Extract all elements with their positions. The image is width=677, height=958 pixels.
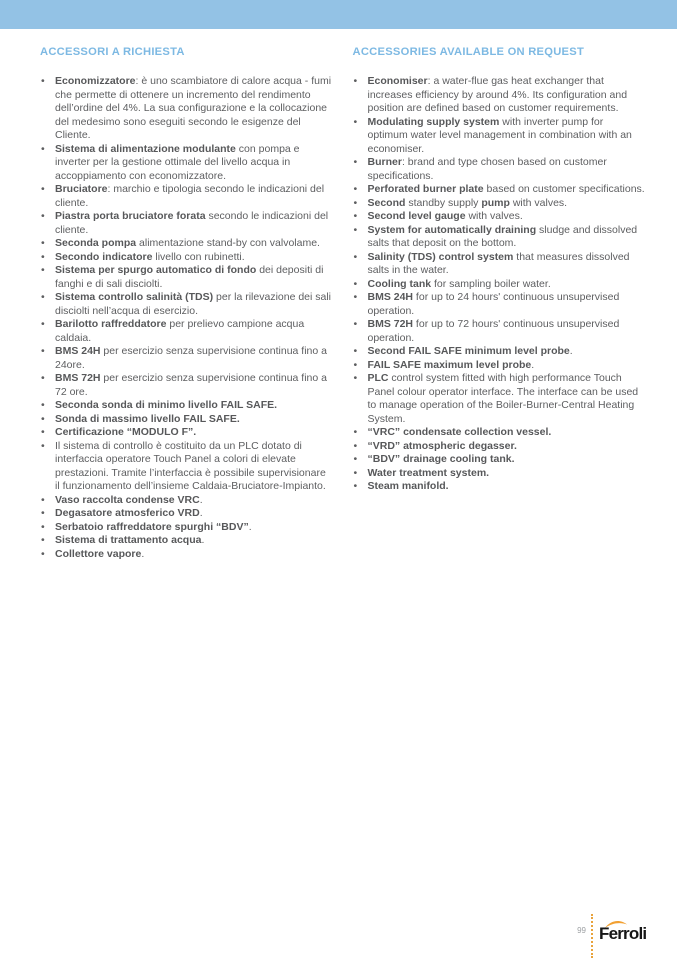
list-item: • Il sistema di controllo è costituito da un PLC dotato di interfaccia operatore Touch Panel a colori di elevate prestazioni. Tramite l’interfaccia è possibile supervisionare il funzionamento dell’insieme Caldaia-Bruciatore-Impianto. xyxy=(40,440,333,494)
column-heading-english: ACCESSORIES AVAILABLE ON REQUEST xyxy=(352,46,585,58)
list-item: • Economiser: a water-flue gas heat exchanger that increases efficiency by around 4%. Its configuration and position are defined based on customer requirements. xyxy=(353,75,646,116)
list-item: • Economizzatore: è uno scambiatore di calore acqua - fumi che permette di ottenere un incremento del rendimento dell’ordine del 4%. La sua configurazione e la collocazione del medesimo sono eseguiti secondo le esigenze del Cliente. xyxy=(40,75,333,143)
accessories-list-english xyxy=(353,75,646,494)
page-number: 99 xyxy=(577,926,586,935)
list-item: • Seconda sonda di minimo livello FAIL SAFE. xyxy=(40,399,333,413)
list-item: • Perforated burner plate based on customer specifications. xyxy=(353,183,646,197)
list-item: • BMS 24H per esercizio senza supervisione continua fino a 24ore. xyxy=(40,345,333,372)
list-item: • BMS 24H for up to 24 hours' continuous unsupervised operation. xyxy=(353,291,646,318)
list-item: • Seconda pompa alimentazione stand-by con valvolame. xyxy=(40,237,333,251)
accessories-list-italian xyxy=(40,75,333,561)
list-item: • Degasatore atmosferico VRD. xyxy=(40,507,333,521)
list-item: • System for automatically draining sludge and dissolved salts that deposit on the bottom. xyxy=(353,224,646,251)
list-item: • Bruciatore: marchio e tipologia secondo le indicazioni del cliente. xyxy=(40,183,333,210)
list-item: • Second FAIL SAFE minimum level probe. xyxy=(353,345,646,359)
list-item: • Sonda di massimo livello FAIL SAFE. xyxy=(40,413,333,427)
list-item: • Certificazione “MODULO F”. xyxy=(40,426,333,440)
list-item: • Steam manifold. xyxy=(353,480,646,494)
list-item: • Cooling tank for sampling boiler water. xyxy=(353,278,646,292)
list-item: • Sistema per spurgo automatico di fondo dei depositi di fanghi e di sali disciolti. xyxy=(40,264,333,291)
list-item: • Secondo indicatore livello con rubinetti. xyxy=(40,251,333,265)
list-item: • Second level gauge with valves. xyxy=(353,210,646,224)
list-item: • Modulating supply system with inverter pump for optimum water level management in combination with an economiser. xyxy=(353,116,646,157)
list-item: • Sistema di trattamento acqua. xyxy=(40,534,333,548)
list-item: • Sistema controllo salinità (TDS) per la rilevazione dei sali disciolti nell’acqua di esercizio. xyxy=(40,291,333,318)
list-item: • Salinity (TDS) control system that measures dissolved salts in the water. xyxy=(353,251,646,278)
list-item: • Burner: brand and type chosen based on customer specifications. xyxy=(353,156,646,183)
list-item: • “VRC” condensate collection vessel. xyxy=(353,426,646,440)
content-area xyxy=(40,46,645,561)
list-item: • Collettore vapore. xyxy=(40,548,333,562)
list-item: • Second standby supply pump with valves. xyxy=(353,197,646,211)
list-item: • Barilotto raffreddatore per prelievo campione acqua caldaia. xyxy=(40,318,333,345)
list-item: • Sistema di alimentazione modulante con pompa e inverter per la gestione ottimale del livello acqua in accoppiamento con economizzatore. xyxy=(40,143,333,184)
ferroli-logo xyxy=(599,921,645,945)
page-header-bar xyxy=(0,0,677,29)
list-item: • Serbatoio raffreddatore spurghi “BDV”. xyxy=(40,521,333,535)
list-item: • “BDV” drainage cooling tank. xyxy=(353,453,646,467)
list-item: • Piastra porta bruciatore forata secondo le indicazioni del cliente. xyxy=(40,210,333,237)
list-item: • PLC control system fitted with high performance Touch Panel colour operator interface. The interface can be used to manage operation of the Boiler-Burner-Central Heating System. xyxy=(353,372,646,426)
list-item: • BMS 72H for up to 72 hours' continuous unsupervised operation. xyxy=(353,318,646,345)
column-english xyxy=(353,46,646,561)
list-item: • BMS 72H per esercizio senza supervisione continua fino a 72 ore. xyxy=(40,372,333,399)
list-item: • Vaso raccolta condense VRC. xyxy=(40,494,333,508)
column-italian xyxy=(40,46,333,561)
logo-wordmark: Ferroli xyxy=(599,924,647,943)
footer-divider xyxy=(591,914,593,958)
list-item: • Water treatment system. xyxy=(353,467,646,481)
column-heading-italian: ACCESSORI A RICHIESTA xyxy=(40,46,185,58)
list-item: • FAIL SAFE maximum level probe. xyxy=(353,359,646,373)
list-item: • “VRD” atmospheric degasser. xyxy=(353,440,646,454)
